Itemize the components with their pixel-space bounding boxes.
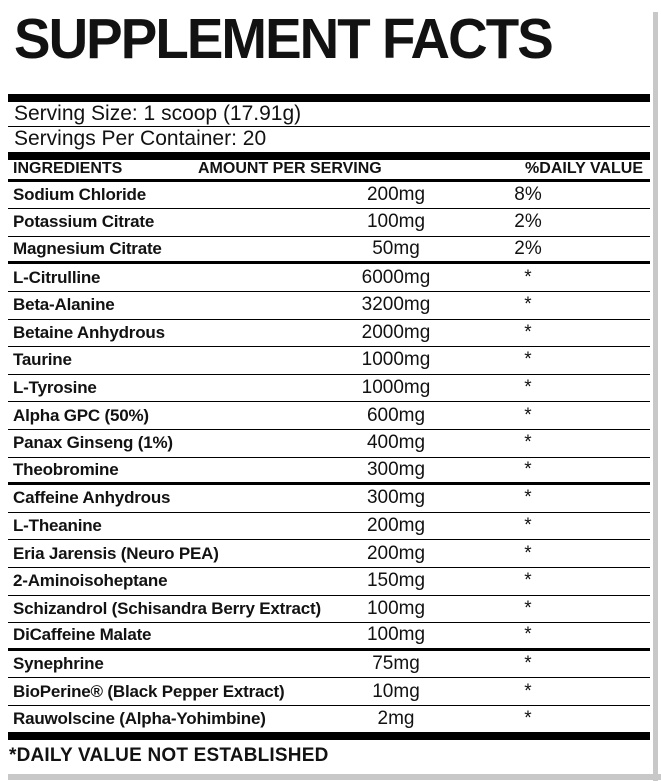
ingredient-name: Alpha GPC (50%) <box>13 405 149 425</box>
ingredient-name: Betaine Anhydrous <box>13 322 165 342</box>
ingredient-name: L-Theanine <box>13 516 102 536</box>
daily-value: * <box>524 624 532 646</box>
ingredient-name: Beta-Alanine <box>13 295 115 315</box>
daily-value: * <box>524 458 532 480</box>
table-header <box>8 160 650 182</box>
column-header-ingredients: INGREDIENTS <box>13 160 123 178</box>
amount-value: 2mg <box>377 708 415 730</box>
daily-value: * <box>524 487 532 509</box>
daily-value-footnote: *DAILY VALUE NOT ESTABLISHED <box>9 745 329 767</box>
amount-value: 200mg <box>366 515 426 537</box>
table-row <box>8 430 650 458</box>
amount-value: 50mg <box>372 238 420 260</box>
supplement-label-page <box>0 7 661 781</box>
amount-value: 2000mg <box>361 321 431 343</box>
amount-value: 300mg <box>366 487 426 509</box>
ingredient-name: Caffeine Anhydrous <box>13 488 171 508</box>
table-row <box>8 678 650 706</box>
ingredient-name: Magnesium Citrate <box>13 239 162 259</box>
amount-value: 150mg <box>366 570 426 592</box>
daily-value: * <box>524 294 532 316</box>
amount-value: 6000mg <box>361 266 431 288</box>
ingredient-name: Panax Ginseng (1%) <box>13 433 173 453</box>
ingredient-name: 2-Aminoisoheptane <box>13 571 168 591</box>
amount-value: 75mg <box>372 652 420 674</box>
table-row <box>8 623 650 651</box>
table-row <box>8 706 650 734</box>
daily-value: * <box>524 432 532 454</box>
header-top-rule <box>8 152 650 160</box>
table-row <box>8 292 650 320</box>
daily-value: * <box>524 708 532 730</box>
amount-value: 200mg <box>366 542 426 564</box>
ingredient-name: BioPerine® (Black Pepper Extract) <box>13 681 285 701</box>
amount-value: 600mg <box>366 404 426 426</box>
table-row <box>8 540 650 568</box>
label-edge-shadow-bottom <box>8 774 661 780</box>
amount-value: 400mg <box>366 432 426 454</box>
daily-value: * <box>524 321 532 343</box>
daily-value: * <box>524 515 532 537</box>
table-row <box>8 485 650 513</box>
ingredient-name: Synephrine <box>13 653 104 673</box>
table-row <box>8 209 650 237</box>
table-row <box>8 513 650 541</box>
column-header-amount: AMOUNT PER SERVING <box>198 160 382 178</box>
ingredient-name: Rauwolscine (Alpha-Yohimbine) <box>13 709 266 729</box>
table-row <box>8 596 650 624</box>
daily-value: * <box>524 349 532 371</box>
daily-value: * <box>524 404 532 426</box>
ingredient-name: Theobromine <box>13 459 119 479</box>
table-row <box>8 347 650 375</box>
ingredient-name: Schizandrol (Schisandra Berry Extract) <box>13 598 321 618</box>
table-row <box>8 375 650 403</box>
amount-value: 100mg <box>366 211 426 233</box>
table-row <box>8 264 650 292</box>
label-edge-shadow-right <box>653 12 658 781</box>
ingredient-name: L-Citrulline <box>13 267 101 287</box>
amount-value: 1000mg <box>361 377 431 399</box>
top-rule <box>8 94 650 102</box>
amount-value: 10mg <box>372 680 420 702</box>
amount-value: 200mg <box>366 183 426 205</box>
daily-value: * <box>524 377 532 399</box>
daily-value: * <box>524 570 532 592</box>
ingredient-name: Eria Jarensis (Neuro PEA) <box>13 543 219 563</box>
ingredients-table <box>8 182 650 734</box>
ingredient-name: L-Tyrosine <box>13 378 97 398</box>
ingredient-name: DiCaffeine Malate <box>13 625 152 645</box>
page-title: SUPPLEMENT FACTS <box>14 7 552 71</box>
amount-value: 3200mg <box>361 294 431 316</box>
daily-value: 2% <box>514 238 542 260</box>
table-row <box>8 402 650 430</box>
daily-value: * <box>524 542 532 564</box>
table-row <box>8 237 650 265</box>
ingredient-name: Sodium Chloride <box>13 184 147 204</box>
daily-value: 2% <box>514 211 542 233</box>
facts-panel <box>8 94 650 769</box>
table-row <box>8 568 650 596</box>
servings-per-container-line: Servings Per Container: 20 <box>14 127 267 151</box>
daily-value: * <box>524 680 532 702</box>
ingredient-name: Taurine <box>13 350 72 370</box>
table-row <box>8 182 650 210</box>
daily-value: * <box>524 652 532 674</box>
amount-value: 100mg <box>366 624 426 646</box>
daily-value: * <box>524 266 532 288</box>
ingredient-name: Potassium Citrate <box>13 212 155 232</box>
bottom-rule <box>8 733 650 740</box>
table-row <box>8 651 650 679</box>
serving-size-line: Serving Size: 1 scoop (17.91g) <box>8 102 650 127</box>
daily-value: * <box>524 597 532 619</box>
amount-value: 100mg <box>366 597 426 619</box>
amount-value: 1000mg <box>361 349 431 371</box>
daily-value: 8% <box>514 183 542 205</box>
table-row <box>8 458 650 486</box>
table-row <box>8 320 650 348</box>
amount-value: 300mg <box>366 458 426 480</box>
column-header-daily-value: %DAILY VALUE <box>525 160 643 178</box>
